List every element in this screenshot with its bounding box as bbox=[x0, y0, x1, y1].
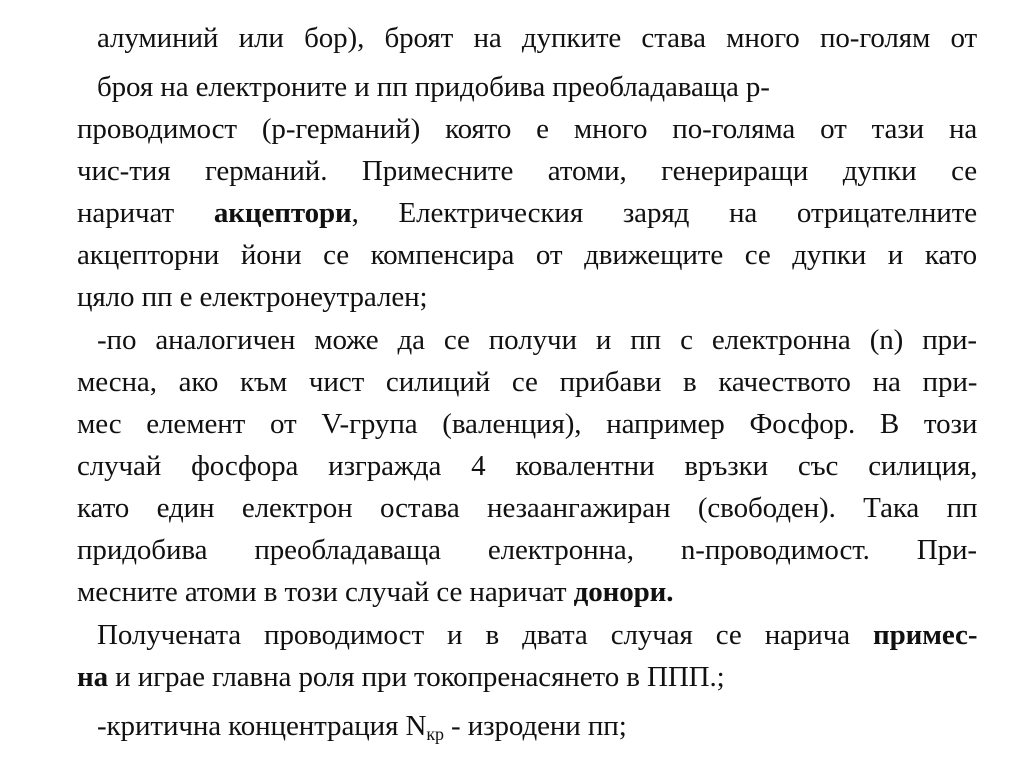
paragraph-2-line-3: чис-тия германий. Примесните атоми, генериращи дупки се bbox=[77, 155, 977, 187]
paragraph-2-line-4 bbox=[57, 192, 977, 234]
document-page bbox=[57, 0, 977, 768]
paragraph-2-line-2: проводимост (p-германий) която е много по-голяма от тази на bbox=[77, 113, 978, 145]
paragraph-2-line-1: броя на електроните и пп придобива преобладаваща p- bbox=[97, 71, 770, 103]
paragraph-3-line-3: мес елемент от V-група (валенция), например Фосфор. В този bbox=[77, 408, 978, 440]
paragraph-3-line-4: случай фосфора изгражда 4 ковалентни връзки със силиция, bbox=[77, 450, 978, 482]
paragraph-2-line-6: цяло пп е електронеутрален; bbox=[77, 281, 428, 313]
paragraph-5 bbox=[57, 705, 977, 747]
paragraph-1 bbox=[57, 17, 977, 59]
paragraph-5-line-1-text-a: -критична концентрация N bbox=[97, 710, 427, 742]
paragraph-4-line-1-text: Получената проводимост и в двата случая се нарича bbox=[97, 619, 874, 651]
paragraph-4-line-1 bbox=[57, 614, 977, 656]
term-impurity-part-2: на bbox=[77, 661, 109, 693]
term-acceptors: акцептори bbox=[213, 197, 352, 229]
subscript-kr: кр bbox=[426, 724, 444, 744]
paragraph-3 bbox=[57, 319, 977, 613]
paragraph-5-line-1 bbox=[57, 705, 977, 747]
paragraph-2-line-4-text-a: наричат bbox=[77, 197, 214, 229]
term-impurity-part-1: примес- bbox=[873, 619, 978, 651]
paragraph-3-line-6: придобива преобладаваща електронна, n-проводимост. При- bbox=[77, 534, 977, 566]
term-donors: донори. bbox=[573, 576, 674, 608]
paragraph-3-line-5: като един електрон остава незаангажиран (свободен). Така пп bbox=[77, 492, 978, 524]
paragraph-4 bbox=[57, 614, 977, 698]
paragraph-3-line-2: месна, ако към чист силиций се прибави в качеството на при- bbox=[77, 366, 978, 398]
paragraph-4-line-2 bbox=[57, 656, 977, 698]
paragraph-5-line-1-text-b: - изродени пп; bbox=[443, 710, 627, 742]
paragraph-2-line-4-text-b: , Електрическия заряд на отрицателните bbox=[351, 197, 978, 229]
paragraph-3-line-1: -по аналогичен може да се получи и пп с електронна (n) при- bbox=[97, 324, 977, 356]
paragraph-3-line-7-text: месните атоми в този случай се наричат bbox=[77, 576, 574, 608]
paragraph-2-line-5: акцепторни йони се компенсира от движещите се дупки и като bbox=[77, 239, 977, 271]
paragraph-4-line-2-text: и играе главна роля при токопренасянето в ППП.; bbox=[108, 661, 725, 693]
paragraph-2 bbox=[57, 66, 977, 318]
paragraph-1-line-1: алуминий или бор), броят на дупките става много по-голям от bbox=[97, 22, 978, 54]
paragraph-3-line-7 bbox=[57, 571, 977, 613]
